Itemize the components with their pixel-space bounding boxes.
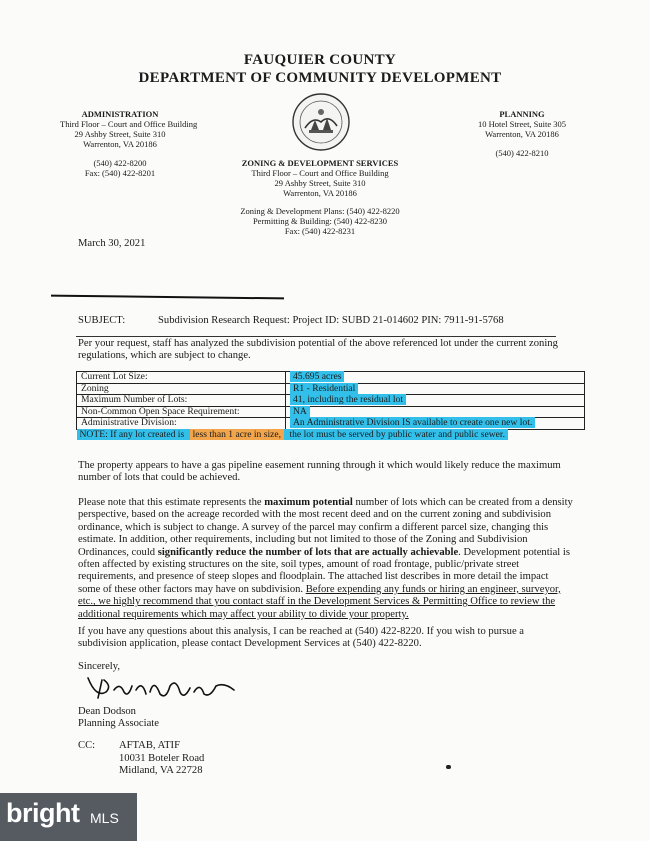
row-value	[286, 395, 585, 407]
row-label: Non-Common Open Space Requirement:	[77, 406, 286, 418]
cc-city: Midland, VA 22728	[119, 765, 203, 777]
zoning-fax: Fax: (540) 422-8231	[284, 226, 356, 236]
note-part-a: NOTE: If any lot created is	[77, 429, 190, 440]
estimate-text-a: Please note that this estimate represents the	[78, 497, 265, 508]
admin-block	[60, 109, 198, 178]
admin-line2: 29 Ashby Street, Suite 310	[74, 129, 166, 139]
admin-title: ADMINISTRATION	[81, 109, 159, 119]
watermark-brand: bright	[6, 798, 80, 828]
cc-name: AFTAB, ATIF	[119, 740, 180, 751]
table-row	[77, 395, 585, 407]
subject-label: SUBJECT:	[78, 315, 126, 326]
planning-line1: 10 Hotel Street, Suite 305	[477, 119, 567, 129]
estimate-text-c: . Development potential is often affected by existing structures on the site, soil types, amount of road frontage, public/private street requirements, and presence of steep slopes and floodplain. The attached list describes in more detail the impact some of these other factors may have on subdivision.	[78, 546, 570, 595]
county-seal-icon	[291, 92, 351, 152]
row-label: Zoning	[77, 383, 286, 395]
planning-title: PLANNING	[499, 109, 545, 119]
signature-image	[84, 672, 244, 706]
highlighted-value: 41, including the residual lot	[290, 394, 406, 405]
subdivision-facts-table	[76, 371, 585, 440]
signer-role: Planning Associate	[78, 718, 159, 729]
cc-address	[119, 740, 204, 778]
zoning-permitting-phone: Permitting & Building: (540) 422-8230	[252, 216, 388, 226]
highlighted-value: R1 - Residential	[290, 383, 358, 394]
admin-phone: (540) 422-8200	[93, 158, 147, 168]
row-label: Current Lot Size:	[77, 372, 286, 384]
county-title: FAUQUIER COUNTY	[243, 52, 397, 68]
highlighted-value: 45.695 acres	[290, 371, 344, 382]
sincerely-text: Sincerely,	[78, 661, 120, 672]
table-note-row	[77, 429, 585, 440]
estimate-paragraph	[78, 497, 573, 621]
cc-street: 10031 Boteler Road	[119, 752, 205, 764]
highlighted-value: NA	[290, 406, 310, 417]
zoning-line2: 29 Ashby Street, Suite 310	[274, 178, 366, 188]
table-row	[77, 372, 585, 384]
admin-line3: Warrenton, VA 20186	[83, 139, 157, 149]
estimate-underline: Before expending any funds or hiring an engineer, surveyor, etc., we highly recommend that you contact staff in the Development Services & Permitting Office to review the additional requirements which may affect your ability to divide your property.	[78, 583, 561, 620]
table-row	[77, 406, 585, 418]
zoning-title: ZONING & DEVELOPMENT SERVICES	[241, 158, 399, 168]
note-part-b: less than 1 acre in size,	[190, 429, 284, 440]
planning-block	[472, 109, 572, 158]
letter-date: March 30, 2021	[78, 238, 146, 249]
cc-label: CC:	[78, 740, 96, 751]
highlighted-value: An Administrative Division IS available to create one new lot.	[290, 417, 535, 428]
row-label: Administrative Division:	[77, 418, 286, 430]
planning-phone: (540) 422-8210	[495, 148, 549, 158]
estimate-bold-2: significantly reduce the number of lots that are actually achievable	[157, 546, 459, 558]
row-value	[286, 418, 585, 430]
zoning-plans-phone: Zoning & Development Plans: (540) 422-8220	[240, 206, 400, 216]
admin-line1: Third Floor – Court and Office Building	[60, 119, 198, 129]
table-row	[77, 383, 585, 395]
zoning-line3: Warrenton, VA 20186	[283, 188, 357, 198]
questions-paragraph: If you have any questions about this analysis, I can be reached at (540) 422-8220. If you wish to pursue a subdivision application, please contact Development Services at (540) 422-8220.	[78, 626, 524, 650]
row-label: Maximum Number of Lots:	[77, 395, 286, 407]
intro-paragraph: Per your request, staff has analyzed the subdivision potential of the above referenced lot under the current zoning regulations, which are subject to change.	[78, 338, 558, 362]
pipeline-paragraph: The property appears to have a gas pipeline easement running through it which would likely reduce the maximum number of lots that could be achieved.	[78, 460, 561, 484]
bright-mls-watermark	[0, 793, 137, 841]
note-part-c: the lot must be served by public water and public sewer.	[284, 429, 508, 440]
table-row	[77, 418, 585, 430]
subject-text: Subdivision Research Request: Project ID: SUBD 21-014602 PIN: 7911-91-5768	[158, 315, 504, 326]
signer-name: Dean Dodson	[78, 706, 136, 717]
estimate-text-b: number of lots which can be created from a density perspective, based on the acreage recorded with the most recent deed and on the current zoning and subdivision ordinance, which is subject to change. A survey of the parcel may confirm a different parcel size, changing this estimate. In addition, other requirements, including but not limited to those of the Zoning and Subdivision Ordinances, could	[78, 497, 573, 558]
divider-line	[51, 295, 284, 300]
row-value	[286, 372, 585, 384]
estimate-bold: maximum potential	[264, 497, 353, 508]
row-value	[286, 406, 585, 418]
table-note	[77, 429, 585, 440]
watermark-suffix: MLS	[90, 810, 119, 826]
row-value	[286, 383, 585, 395]
zoning-block	[220, 158, 420, 236]
planning-line2: Warrenton, VA 20186	[485, 129, 559, 139]
zoning-line1: Third Floor – Court and Office Building	[251, 168, 389, 178]
subject-rule	[76, 336, 556, 337]
admin-fax: Fax: (540) 422-8201	[84, 168, 156, 178]
department-title: DEPARTMENT OF COMMUNITY DEVELOPMENT	[138, 70, 502, 86]
ink-mark	[446, 765, 451, 769]
